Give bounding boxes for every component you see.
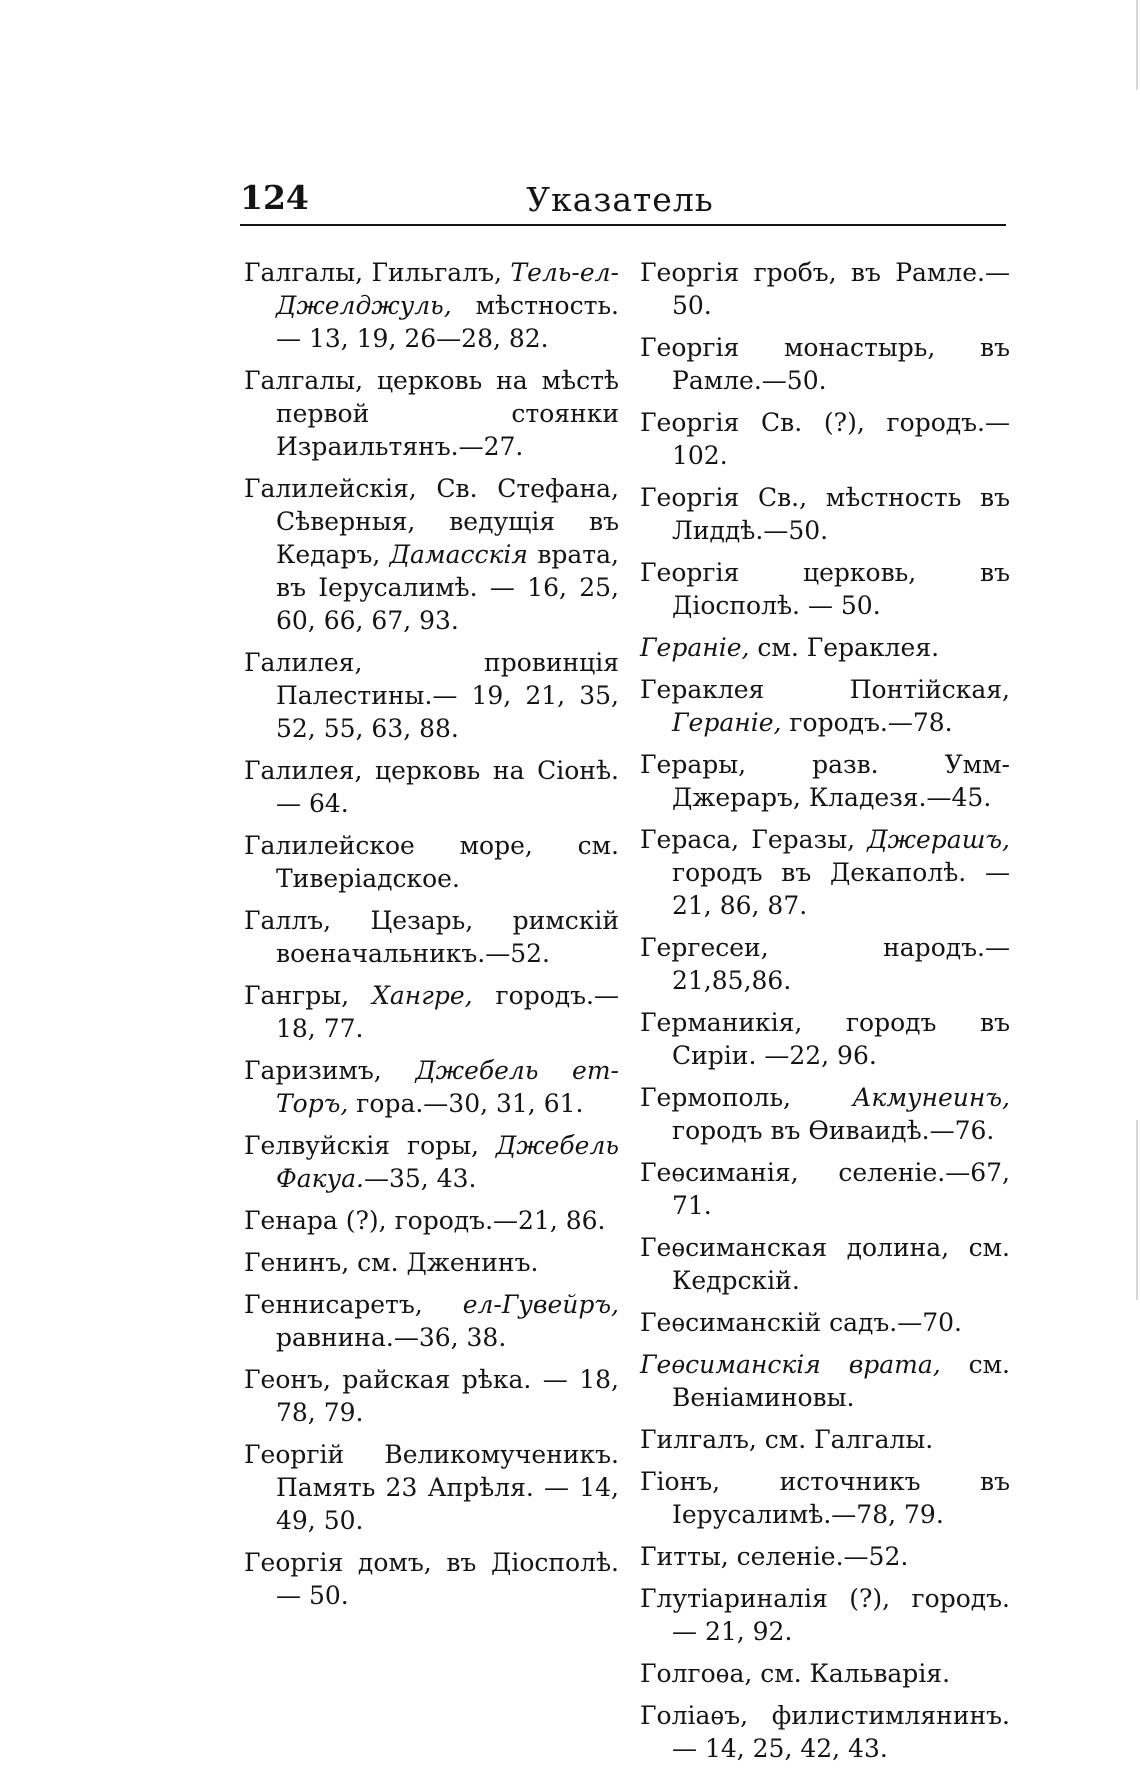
- index-entry: Геннисаретъ, ел-Гувейръ, равнина.—36, 38.: [244, 1290, 619, 1352]
- index-entry: Галгалы, церковь на мѣстѣ первой стоянки Израильтянъ.—27.: [244, 366, 619, 461]
- index-entry: Геѳсиманскій садъ.—70.: [640, 1308, 962, 1337]
- index-entry: Галилея, церковь на Сіонѣ.— 64.: [244, 756, 619, 818]
- index-entry: Георгія монастырь, въ Рамле.—50.: [640, 333, 1010, 395]
- scan-edge-mark: [1136, 0, 1138, 90]
- index-entry: Голгоѳа, см. Кальварія.: [640, 1659, 951, 1688]
- index-entry: Генара (?), городъ.—21, 86.: [244, 1206, 606, 1235]
- index-entry: Германикія, городъ въ Сиріи. —22, 96.: [640, 1008, 1010, 1070]
- index-entry: Гермополь, Акмунеинъ, городъ въ Ѳиваидѣ.—76.: [640, 1083, 1010, 1145]
- index-entry: Георгія церковь, въ Діосполѣ. — 50.: [640, 558, 1010, 620]
- index-entry: Гераклея Понтійская, Гераніе, городъ.—78.: [640, 675, 1010, 737]
- running-title: Указатель: [526, 180, 714, 219]
- index-entry: Гераса, Геразы, Джерашъ, городъ въ Декаполѣ. — 21, 86, 87.: [640, 825, 1010, 920]
- index-entry: Гаризимъ, Джебель ет-Торъ, гора.—30, 31, 61.: [244, 1056, 619, 1118]
- index-entry: Гелвуйскія горы, Джебель Факуа.—35, 43.: [244, 1131, 619, 1193]
- index-entry: Герары, разв. Умм-Джераръ, Кладезя.—45.: [640, 750, 1010, 812]
- index-column-left: [244, 256, 619, 1621]
- index-entry: Галлъ, Цезарь, римскій военачальникъ.—52.: [244, 906, 619, 968]
- index-entry: Гилгалъ, см. Галгалы.: [640, 1425, 934, 1454]
- header-rule: [240, 224, 1006, 226]
- index-entry: Георгія гробъ, въ Рамле.—50.: [640, 258, 1010, 320]
- index-entry: Глутіариналія (?), городъ. — 21, 92.: [640, 1584, 1010, 1646]
- index-entry: Георгія Св., мѣстность въ Лиддѣ.—50.: [640, 483, 1010, 545]
- index-entry: Гитты, селеніе.—52.: [640, 1542, 909, 1571]
- index-entry: Георгія домъ, въ Діосполѣ.— 50.: [244, 1548, 619, 1610]
- index-entry: Геѳсиманія, селеніе.—67, 71.: [640, 1158, 1010, 1220]
- index-entry: Георгія Св. (?), городъ.—102.: [640, 408, 1011, 470]
- scan-edge-mark: [1136, 1120, 1138, 1300]
- index-entry: Генинъ, см. Дженинъ.: [244, 1248, 539, 1277]
- index-entry: Голіаѳъ, филистимлянинъ. — 14, 25, 42, 43.: [640, 1701, 1010, 1763]
- index-entry: Геонъ, райская рѣка. — 18, 78, 79.: [244, 1365, 619, 1427]
- index-entry: Галгалы, Гильгалъ, Тель-ел-Джелджуль, мѣстность. — 13, 19, 26—28, 82.: [244, 258, 619, 353]
- index-entry: Гіонъ, источникъ въ Іерусалимѣ.—78, 79.: [640, 1467, 1010, 1529]
- page-number: 124: [240, 178, 309, 217]
- index-entry: Галилейское море, см. Тиверіадское.: [244, 831, 619, 893]
- index-entry: Гераніе, см. Гераклея.: [640, 633, 940, 662]
- index-entry: Галилея, провинція Палестины.— 19, 21, 35, 52, 55, 63, 88.: [244, 648, 619, 743]
- index-entry: Гангры, Хангре, городъ.—18, 77.: [244, 981, 619, 1043]
- index-entry: Геѳсиманская долина, см. Кедрскій.: [640, 1233, 1010, 1295]
- index-column-right: [640, 256, 1010, 1774]
- index-entry: Галилейскія, Св. Стефана, Сѣверныя, ведущія въ Кедаръ, Дамасскія врата, въ Іерусалимѣ. — 16, 25, 60, 66, 67, 93.: [244, 474, 619, 635]
- index-entry: Гергесеи, народъ.—21,85,86.: [640, 933, 1010, 995]
- index-entry: Геѳсиманскія врата, см. Веніаминовы.: [640, 1350, 1010, 1412]
- index-entry: Георгій Великомученикъ. Память 23 Апрѣля. — 14, 49, 50.: [244, 1440, 619, 1535]
